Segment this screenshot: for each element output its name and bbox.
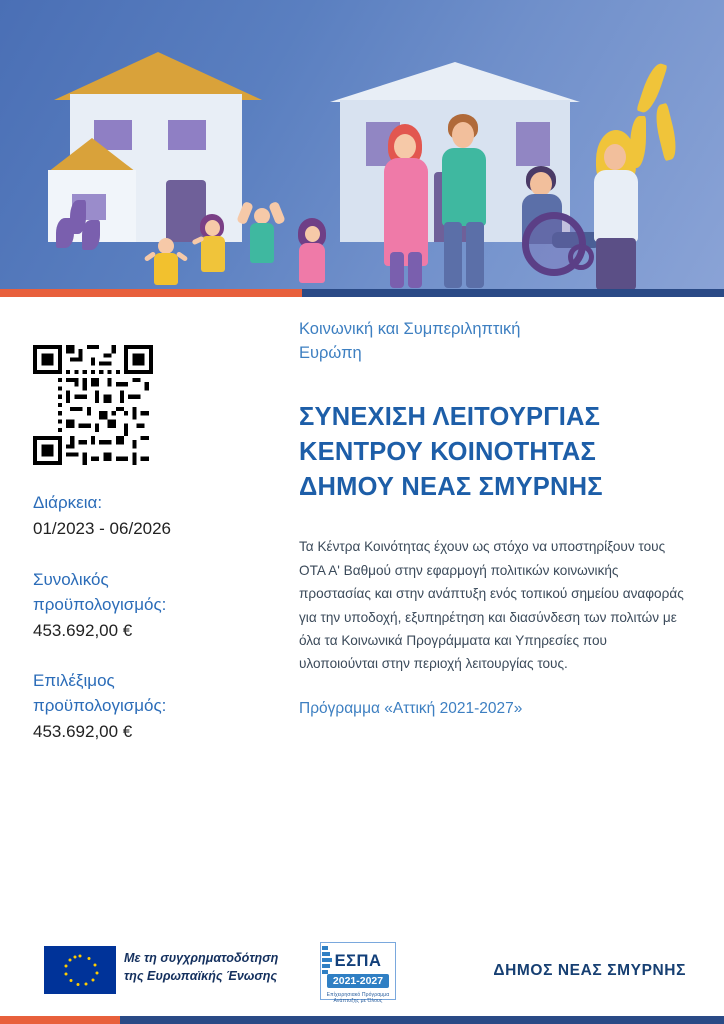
qr-code-image — [33, 345, 153, 465]
espa-bars-icon — [322, 946, 332, 978]
title-line3: ΔΗΜΟΥ ΝΕΑΣ ΣΜΥΡΝΗΣ — [299, 473, 603, 502]
eu-flag-stars-icon — [44, 946, 116, 994]
eyebrow — [299, 318, 689, 366]
eyebrow-line1: Κοινωνική και Συμπεριληπτική — [299, 320, 521, 338]
municipality-name: ΔΗΜΟΣ ΝΕΑΣ ΣΜΥΡΝΗΣ — [493, 962, 686, 979]
fact-duration — [33, 492, 268, 541]
total-budget-label-line1: Συνολικός — [33, 569, 109, 589]
fact-eligible-budget — [33, 670, 268, 744]
espa-title: ΕΣΠΑ — [334, 952, 382, 970]
eligible-budget-label-line2: προϋπολογισμός: — [33, 696, 167, 716]
total-budget-value: 453.692,00 € — [33, 620, 133, 640]
eu-text-line1: Με τη συγχρηματοδότηση — [124, 951, 279, 965]
hero-divider-accent — [0, 289, 302, 297]
eu-text-line2: της Ευρωπαϊκής Ένωσης — [124, 968, 278, 983]
espa-years: 2021-2027 — [327, 974, 389, 988]
eyebrow-line2: Ευρώπη — [299, 343, 362, 362]
project-facts — [33, 492, 268, 772]
qr-code[interactable] — [33, 345, 153, 465]
title-line1: ΣΥΝΕΧΙΣΗ ΛΕΙΤΟΥΡΓΙΑΣ — [299, 402, 601, 431]
people-group-graphic — [0, 0, 724, 289]
duration-label: Διάρκεια: — [33, 493, 103, 512]
footer — [0, 930, 724, 1024]
project-description — [299, 318, 689, 719]
espa-subtitle: Επίχειρησιακό Πρόγραμμα Ανάπτυξης με Όλους — [326, 992, 390, 1004]
program-name: Πρόγραμμα «Αττική 2021-2027» — [299, 699, 523, 717]
eligible-budget-label-line1: Επιλέξιμος — [33, 671, 115, 691]
duration-value: 01/2023 - 06/2026 — [33, 518, 172, 538]
page-title — [299, 400, 689, 506]
hero-illustration — [0, 0, 724, 289]
total-budget-label-line2: προϋπολογισμός: — [33, 594, 167, 614]
bottom-band-accent — [0, 1016, 120, 1024]
fact-total-budget — [33, 569, 268, 643]
description-paragraph: Τα Κέντρα Κοινότητας έχουν ως στόχο να υποστηρίξουν τους ΟΤΑ Α' Βαθμού στην εφαρμογή πολιτικών κοινωνικής προστασίας και στην ανάπτυξη ενός τοπικού σημείου αναφοράς για την υποδοχή, εξυπηρέτηση και διασύνδεση των πολιτών με όλα τα Κοινωνικά Προγράμματα και Υπηρεσίες που υλοποιούνται στην περιοχή λειτουργίας τους. — [299, 539, 684, 672]
wheelchair-wheel-small — [568, 244, 594, 270]
eu-cofunding-text — [124, 950, 304, 986]
eligible-budget-value: 453.692,00 € — [33, 722, 133, 742]
title-line2: ΚΕΝΤΡΟΥ ΚΟΙΝΟΤΗΤΑΣ — [299, 438, 597, 467]
